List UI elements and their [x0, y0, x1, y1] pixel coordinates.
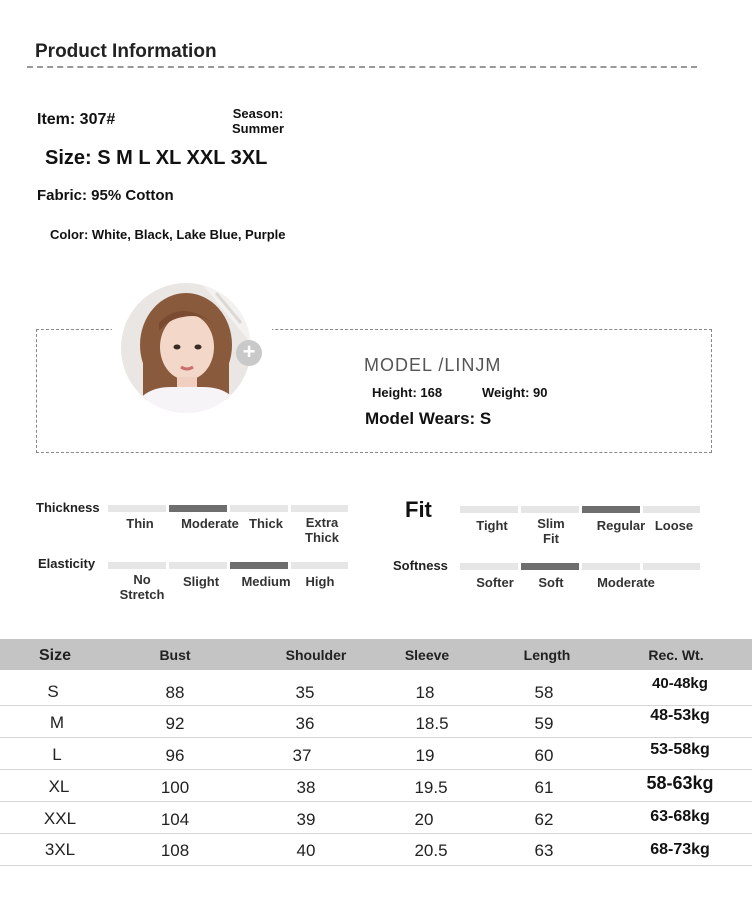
thickness-option: Thick [249, 516, 283, 531]
fit-segment-0 [460, 506, 518, 513]
table-cell-rec-wt: 63-68kg [650, 808, 710, 825]
table-cell-shoulder: 37 [292, 746, 312, 765]
table-cell-rec-wt: 48-53kg [650, 707, 710, 724]
elasticity-option: Medium [241, 574, 291, 589]
softness-option: Softer [476, 575, 514, 590]
item-number: Item: 307# [37, 111, 116, 128]
table-cell-shoulder: 40 [296, 841, 316, 860]
thickness-segment-1 [169, 505, 227, 512]
elasticity-segment-2 [230, 562, 288, 569]
softness-option: Moderate [597, 575, 655, 590]
thickness-label: Thickness [36, 500, 100, 515]
table-cell-length: 59 [534, 714, 554, 733]
elasticity-segment-0 [108, 562, 166, 569]
thickness-option: Thin [126, 516, 154, 531]
size-list: Size: S M L XL XXL 3XL [45, 147, 268, 169]
season-info [222, 106, 294, 136]
thickness-segment-0 [108, 505, 166, 512]
softness-label: Softness [393, 558, 448, 573]
softness-segment-0 [460, 563, 518, 570]
table-cell-sleeve: 20.5 [414, 841, 448, 860]
table-cell-rec-wt: 40-48kg [652, 675, 708, 692]
table-cell-size: M [49, 713, 65, 732]
thickness-option: Extra Thick [305, 515, 339, 545]
table-cell-length: 58 [534, 683, 554, 702]
elasticity-segment-1 [169, 562, 227, 569]
model-wears-size: Model Wears: S [365, 409, 492, 428]
elasticity-option: High [305, 574, 335, 589]
fit-option: Loose [654, 518, 694, 533]
column-header-rec-wt: Rec. Wt. [648, 647, 704, 663]
season-value: Summer [231, 121, 285, 136]
table-cell-size: S [47, 682, 59, 701]
fit-segment-2 [582, 506, 640, 513]
column-header-sleeve: Sleeve [404, 647, 450, 663]
elasticity-label: Elasticity [38, 556, 96, 571]
table-cell-bust: 108 [160, 841, 190, 860]
fit-segment-1 [521, 506, 579, 513]
table-cell-size: XXL [43, 809, 77, 828]
table-cell-length: 62 [534, 810, 554, 829]
table-cell-length: 61 [534, 778, 554, 797]
thickness-segment-2 [230, 505, 288, 512]
table-cell-shoulder: 39 [296, 810, 316, 829]
column-header-bust: Bust [159, 647, 191, 663]
table-cell-size: L [52, 745, 62, 764]
table-cell-rec-wt: 53-58kg [650, 741, 710, 758]
table-cell-sleeve: 19.5 [414, 778, 448, 797]
softness-segment-3 [643, 563, 700, 570]
color-info: Color: White, Black, Lake Blue, Purple [50, 227, 286, 242]
table-cell-size: 3XL [44, 840, 76, 859]
table-cell-bust: 104 [160, 810, 190, 829]
table-cell-bust: 92 [165, 714, 185, 733]
table-cell-rec-wt: 68-73kg [650, 841, 710, 858]
fit-segment-3 [643, 506, 700, 513]
model-name: MODEL /LINJM [364, 355, 502, 375]
fit-option: Slim Fit [537, 516, 565, 546]
table-cell-bust: 88 [165, 683, 185, 702]
model-avatar [121, 283, 251, 413]
table-cell-shoulder: 35 [295, 683, 315, 702]
fabric-info: Fabric: 95% Cotton [37, 187, 174, 204]
table-cell-rec-wt: 58-63kg [646, 773, 714, 793]
column-header-size: Size [38, 647, 71, 664]
table-cell-sleeve: 18 [415, 683, 435, 702]
fit-option: Tight [476, 518, 508, 533]
table-cell-sleeve: 19 [415, 746, 435, 765]
table-cell-length: 63 [534, 841, 554, 860]
elasticity-option: No Stretch [119, 572, 165, 602]
table-cell-bust: 96 [165, 746, 185, 765]
model-photo-icon [121, 283, 251, 413]
page-title: Product Information [35, 41, 217, 62]
table-cell-shoulder: 38 [296, 778, 316, 797]
fit-label: Fit [405, 497, 432, 522]
table-cell-length: 60 [534, 746, 554, 765]
table-cell-bust: 100 [160, 778, 190, 797]
thickness-segment-3 [291, 505, 348, 512]
column-header-shoulder: Shoulder [285, 647, 347, 663]
season-label: Season: [232, 106, 284, 121]
table-cell-sleeve: 20 [414, 810, 434, 829]
column-header-length: Length [523, 647, 571, 663]
fit-option: Regular [596, 518, 646, 533]
model-weight: Weight: 90 [482, 385, 548, 400]
softness-segment-2 [582, 563, 640, 570]
model-height: Height: 168 [372, 385, 443, 400]
elasticity-option: Slight [182, 574, 220, 589]
header-divider [27, 66, 697, 68]
thickness-option: Moderate [181, 516, 239, 531]
softness-option: Soft [538, 575, 564, 590]
elasticity-segment-3 [291, 562, 348, 569]
table-cell-size: XL [48, 777, 70, 796]
table-cell-sleeve: 18.5 [415, 714, 449, 733]
table-cell-shoulder: 36 [295, 714, 315, 733]
softness-segment-1 [521, 563, 579, 570]
add-icon[interactable]: + [236, 340, 262, 366]
